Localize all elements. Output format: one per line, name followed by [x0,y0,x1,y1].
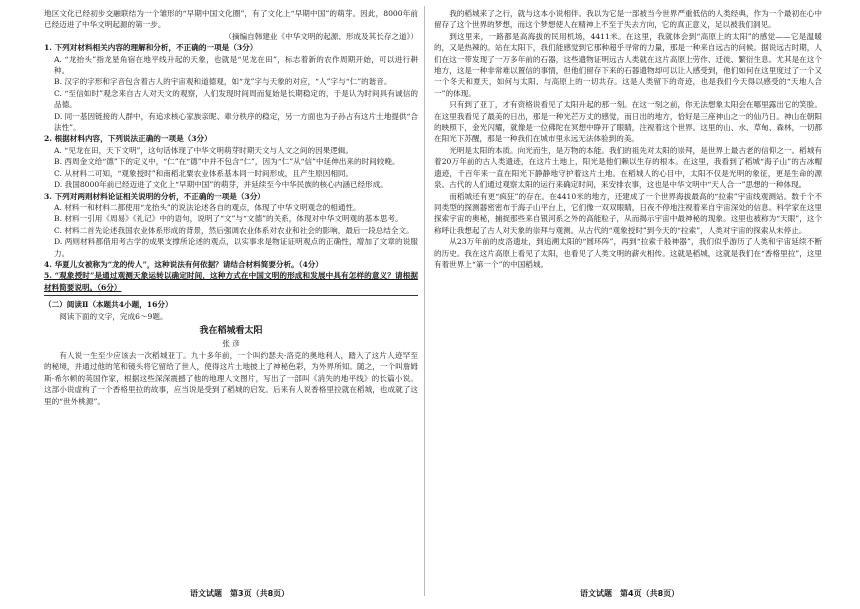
essay-paragraph: 我的稻城来了之行，就与这本小说相伴。我以为它是一部被当今世界严重低估的人类经典，作为一个最初在心中留存了这个世界的梦想，而这个梦想使人在精神上不至于失去方向，它的真正意义，足以被我们洞见。 [434,9,822,30]
option-a: A. “龙抬头”指龙星角宿在地平线升起的天象，也就是“见龙在田”，标志着新的农作周期开始，可以进行耕种。 [54,54,418,76]
option-a: A. 材料一和材料二都使用“龙抬头”的说法论述各自的观点，体现了中华文明观念的相通性。 [54,202,361,212]
essay-paragraph: 有人说一生至少应该去一次稻城亚丁。九十多年前，一个叫约瑟夫·洛克的奥地利人，踏入了这片人迹罕至的秘境，并通过他的笔和镜头将它留给了世人，使得这片土地披上了神秘色彩，为外界所知。随之，一个叫詹姆斯·希尔顿的英国作家，根据这些深深震撼了他的地理人文图片，写出了一部叫《消失的地平线》的长篇小说。这部小说虚构了一个香格里拉的故事，应当说是受到了稻城的启发。后来有人说香格里拉就在稻城，也成就了这里的“世外桃源”。 [44,350,418,406]
material-source: （摘编自韩建业《中华文明的起源、形成及其长存之道》） [224,31,418,41]
question-4: 4. 华夏儿女被称为“龙的传人”，这种说法有何依据？请结合材料简要分析。（4分） [44,259,323,269]
question-2 [44,133,418,190]
page-footer-right: 语文试题 第4页（共8页） [580,589,680,598]
right-page [434,8,822,270]
left-page [44,8,418,407]
essay-paragraph: 从23万年前的皮洛遗址，到追溯太阳的“圆环阵”，再到“拉索千般神器”，我们似乎游历了人类和宇宙延续不断的历史。我在这片高原上看见了太阳，也看见了人类文明的薪火相传。这就是稻城，这就是我们在“香格里拉”，这里有着世界上“第一个”的中国稻城。 [434,237,822,269]
option-b: B. 材料一引用《周易》《礼记》中的语句，说明了“文”与“文德”的关系，体现对中华文明观的基本思考。 [54,214,403,224]
essay-paragraph: 光明是太阳的本质。向光而生，是万物的本能。我们的祖先对太阳的崇拜，是世界上最古老的信仰之一。稻城有着20万年前的古人类遗迹，在这片土地上，阳光是他们赖以生存的根本。在这里，我看到了稻城“海子山”的古冰帽遗迹，千百年来一直在阳光下静静地守护着这片土地。在稻城人的心目中，太阳不仅是光明的象征，更是生命的源泉。古代的人们通过观察太阳的运行来确定时间，来安排农事，这也是中华文明中“天人合一”思想的一种体现。 [434,145,822,190]
section-instruction: 阅读下面的文字，完成6～9题。 [59,311,168,321]
essay-author: 张 彦 [222,338,240,348]
essay-paragraph: 只有到了亚丁，才有资格说看见了太阳升起的那一刻。在这一刻之前，你无法想象太阳会在哪里露出它的笑脸。在这里我看见了最美的日出，那是一种光芒万丈的感觉，而日出的地方，恰好是三座神山之一的仙乃日。神山在朝阳的映照下，金光闪耀，就像是一位佛陀在冥想中睁开了眼睛，注视着这个世界。这里的山、水、草甸、森林，一切都在阳光下苏醒，那是一种我们在城市里永远无法体验到的美。 [434,100,822,144]
page-divider [424,6,425,596]
reading-section-2 [44,295,418,322]
option-b: B. 汉字的字形和字音包含着古人的宇宙观和道德观，如“龙”字与天象的对应，“人”字与“仁”的谐音。 [54,77,392,87]
question-stem: 2. 根据材料内容，下列说法正确的一项是（3分） [44,134,212,144]
option-c: C. 从材料二可知，“观象授时”和南稻北粟农业体系基本同一时间形成，且产生原因相同。 [54,168,354,178]
essay-paragraph: 到这里来，一路都是高海拔的民用机场，4411米。在这里，我就体会到“高原上的太阳”的感觉——它是温暖的，又是热辣的。站在太阳下，我们能感觉到它那种超乎寻常的力量，那是一种来自远古的问候。据说远古时期，人们在这一带发现了一万多年前的石器，这些遗物证明远古人类就在这片高原上劳作、迁徙、繁衍生息。尤其是在这个地方，这是一种非常难以置信的事情，但他们留存下来的石器遗物却可以让人感受到，他们如何在这里度过了一个又一个冬天和夏天，如何与太阳、与高原上的一切共存。这是人类留下的奇迹，也是我们今天得以感受的“天地人合一”的体现。 [434,31,822,98]
essay-title: 我在稻城看太阳 [199,325,263,336]
option-c: C. 材料二首先论述我国农业体系形成的背景，然后强调农业体系对农业和社会的影响，最后一段总结全文。 [54,225,414,235]
essay-paragraph: 而稻城还有更“疯狂”的存在。在4410米的地方，还建成了一个世界海拔最高的“拉索”宇宙线观测站。数千个不同类型的探测器密密布于海子山平台上，它们像一双双眼睛，日夜不停地注视着来自宇宙深处的信息。科学家在这里探索宇宙的奥秘，捕捉那些来自银河系之外的高能粒子，从而揭示宇宙中最神秘的现象。这里也被称为“天眼”，这个称呼让我想起了古人对天象的崇拜与观测。从古代的“观象授时”到今天的“拉索”，人类对宇宙的探索从未停止。 [434,191,822,235]
section-heading: （二）阅读Ⅱ（本题共4小题，16分） [44,300,173,310]
option-d: D. 同一基因链接的人群中，有追求核心家族亲昵、辈分秩序的稳定，另一方面也为子孙占有这片土地提供“合法性”。 [54,111,418,133]
option-d: D. 我国8000年前已经迈进了文化上“早期中国”的萌芽，并延续至今中华民族的核心内涵已经形成。 [54,180,388,190]
option-a: A. “见龙在田，天下文明”，这句话体现了中华文明萌芽时期天文与人文之间的因果逻辑。 [54,145,354,155]
option-d: D. 两则材料都借用考古学的成果支撑所论述的观点，以实事求是物证证明观点的正确性，增加了文章的说服力。 [54,237,418,258]
option-c: C. “至信如时”观念来自古人对天文的观察，人们发现时间周而复始是长期稳定的，于是认为时间具有诚信的品德。 [54,88,418,110]
question-stem: 1. 下列对材料相关内容的理解和分析，不正确的一项是（3分） [44,43,258,53]
question-5: 5. “观象授时”是通过观测天象运转以确定时间，这种方式在中国文明的形成和发展中具有怎样的意义？请根据材料简要说明。（6分） [44,271,418,292]
page-footer-left: 语文试题 第3页（共8页） [190,589,290,598]
material-intro: 地区文化已经初步交融联结为一个雏形的“早期中国文化圈”，有了文化上“早期中国”的萌芽。因此，8000年前已经迈进了中华文明起源的第一步。 [44,9,418,30]
question-3 [44,191,418,259]
question-stem: 3. 下列对两则材料论证相关说明的分析，不正确的一项是（3分） [44,191,265,201]
option-b: B. 西周金文给“德”下的定义中，“仁”在“德”中并不包含“仁”，因为“仁”从“信”中延伸出来的时间较晚。 [54,157,400,167]
question-1 [44,42,418,133]
